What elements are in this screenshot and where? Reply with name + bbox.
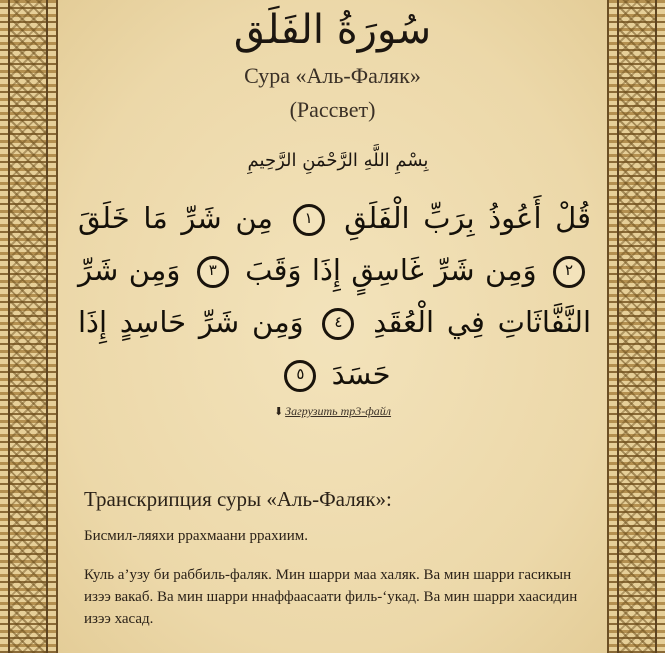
- basmala: بِسْمِ اللَّهِ الرَّحْمَنِ الرَّحِيمِ: [247, 150, 429, 171]
- ayah-text: وَمِن شَرِّ حَاسِدٍ إِذَا حَسَدَ: [78, 305, 391, 391]
- page-title: Сура «Аль-Фаляк»: [244, 63, 421, 88]
- ayah-number-badge: ٢: [553, 256, 585, 288]
- ayah-text: وَمِن شَرِّ غَاسِقٍ إِذَا وَقَبَ: [245, 253, 537, 287]
- page-subtitle: (Рассвет): [289, 97, 376, 122]
- download-arrow-icon: ⬇: [273, 406, 284, 418]
- ayah-text: مِن شَرِّ مَا خَلَقَ: [78, 201, 273, 235]
- transliteration-basmala: Бисмил-ляяхи ррахмаани ррахиим.: [84, 528, 308, 544]
- ayah-number-badge: ٣: [197, 256, 229, 288]
- download-mp3-link[interactable]: Загрузить mp3-файл: [285, 404, 392, 418]
- ayah-number-badge: ٥: [284, 360, 316, 392]
- surah-name-calligraphy: سُورَةُ الفَلَق: [233, 7, 432, 53]
- content-panel: [56, 0, 609, 653]
- download-row: [58, 404, 607, 419]
- right-ornament-border: [609, 0, 665, 653]
- transliteration-text: Куль а’узу би раббиль-фаляк. Мин шарри маа халяк. Ва мин шарри гасикын изээ вакаб. Ва мин шарри ннаффаасаати филь-‘укад. Ва мин шарри хаасидин изээ хасад.: [84, 567, 578, 627]
- ayah-number-badge: ١: [293, 204, 325, 236]
- ayah-text: قُلْ أَعُوذُ بِرَبِّ الْفَلَقِ: [344, 201, 591, 235]
- ayah-text: وَمِن شَرِّ النَّفَّاثَاتِ فِي الْعُقَدِ: [78, 253, 592, 339]
- ayah-number-badge: ٤: [322, 308, 354, 340]
- transliteration-heading: Транскрипция суры «Аль-Фаляк»:: [84, 487, 392, 511]
- ayat-text: [78, 192, 591, 400]
- left-ornament-border: [0, 0, 56, 653]
